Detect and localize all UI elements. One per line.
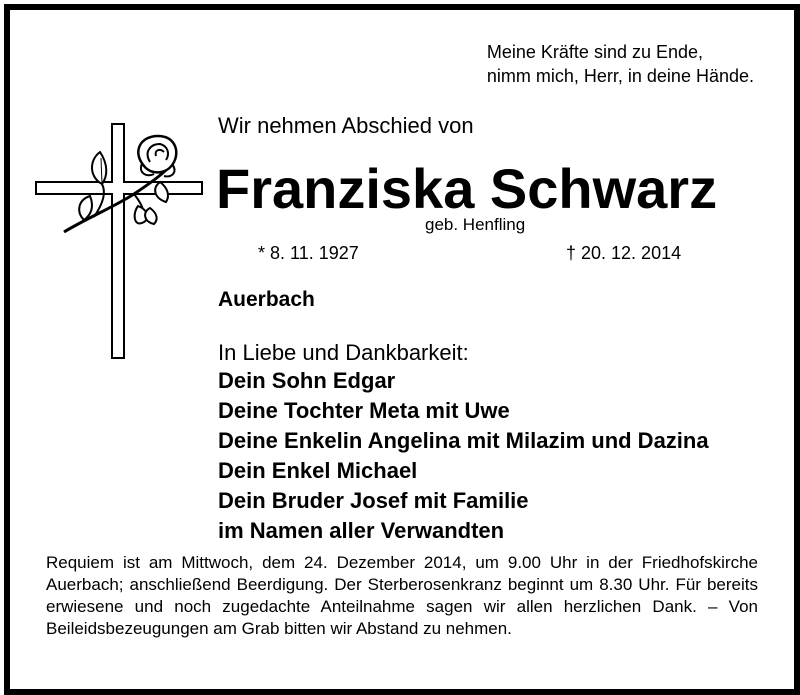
maiden-name: geb. Henfling <box>425 215 526 234</box>
intro-line: Wir nehmen Abschied von <box>218 113 474 138</box>
thanks-line: In Liebe und Dankbarkeit: <box>218 340 469 365</box>
funeral-notice-text: Requiem ist am Mittwoch, dem 24. Dezember 2014, um 9.00 Uhr in der Friedhofskirche Auerbach; anschließend Beerdigung. Der Sterberosenkranz beginnt um 8.30 Uhr. Für bereits erwiesene und noch zugedachte Anteilnahme sagen wir allen herzlichen Dank. – Von Beileidsbezeugungen am Grab bitten wir Abstand zu nehmen. <box>46 553 758 638</box>
motto-line-1: Meine Kräfte sind zu Ende, <box>486 42 704 62</box>
motto-verse <box>487 40 754 88</box>
place-name: Auerbach <box>218 288 315 311</box>
mourner-line: Dein Enkel Michael <box>218 458 418 483</box>
motto-line-2: nimm mich, Herr, in deine Hände. <box>486 66 754 86</box>
deceased-name: Franziska Schwarz <box>216 157 718 220</box>
mourner-line: im Namen aller Verwandten <box>218 518 505 543</box>
mourner-line: Deine Enkelin Angelina mit Milazim und Dazina <box>218 428 709 453</box>
death-date: † 20. 12. 2014 <box>566 243 682 263</box>
cross-with-rose-icon <box>34 122 204 362</box>
mourner-line: Dein Bruder Josef mit Familie <box>218 488 529 513</box>
mourner-line: Dein Sohn Edgar <box>218 368 396 393</box>
mourners-list <box>218 366 709 546</box>
birth-date: * 8. 11. 1927 <box>258 243 359 263</box>
mourner-line: Deine Tochter Meta mit Uwe <box>218 398 510 423</box>
